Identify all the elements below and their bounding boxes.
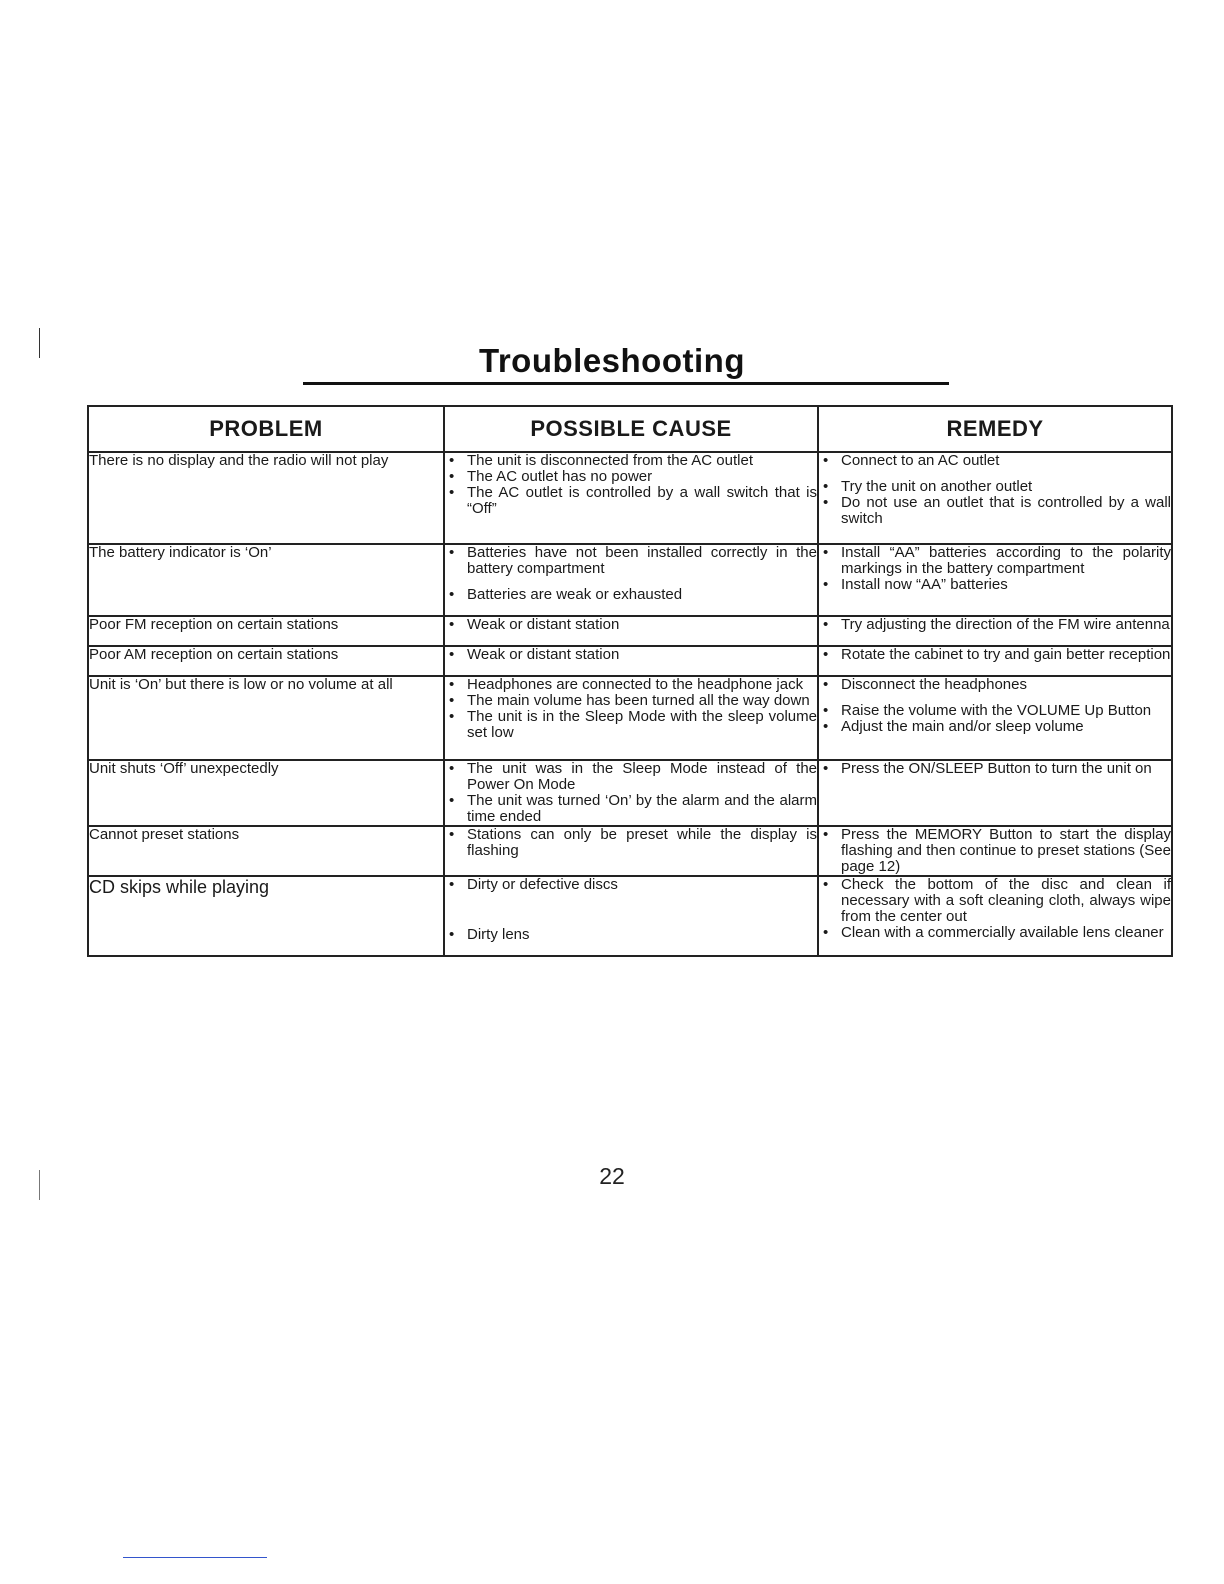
table-row — [88, 676, 1172, 760]
cause-item: • Stations can only be preset while the display is flashing — [445, 827, 817, 859]
cause-item: • The main volume has been turned all the way down — [445, 693, 817, 709]
table-row — [88, 544, 1172, 616]
cause-item: • The unit is in the Sleep Mode with the sleep volume set low — [445, 709, 817, 741]
problem-cell: Unit shuts ‘Off’ unexpectedly — [88, 760, 444, 826]
remedy-cell — [818, 616, 1172, 646]
table-header-row — [88, 406, 1172, 452]
remedy-item: • Adjust the main and/or sleep volume — [819, 719, 1171, 735]
cause-cell — [444, 876, 818, 956]
remedy-item: • Press the MEMORY Button to start the display flashing and then continue to preset stations (See page 12) — [819, 827, 1171, 875]
remedy-item: • Try adjusting the direction of the FM wire antenna — [819, 617, 1171, 633]
footer-underline — [123, 1557, 267, 1558]
table-row — [88, 646, 1172, 676]
cause-item: • The unit was in the Sleep Mode instead of the Power On Mode — [445, 761, 817, 793]
header-remedy: REMEDY — [818, 406, 1172, 452]
problem-cell: The battery indicator is ‘On’ — [88, 544, 444, 616]
header-possible-cause: POSSIBLE CAUSE — [444, 406, 818, 452]
remedy-cell — [818, 676, 1172, 760]
remedy-cell — [818, 646, 1172, 676]
title-underline — [303, 382, 949, 385]
cause-cell — [444, 646, 818, 676]
cause-cell — [444, 544, 818, 616]
cause-item: • Headphones are connected to the headphone jack — [445, 677, 817, 693]
problem-cell: There is no display and the radio will not play — [88, 452, 444, 544]
cause-item: • Weak or distant station — [445, 617, 817, 633]
remedy-cell — [818, 544, 1172, 616]
cause-item: • The unit was turned ‘On’ by the alarm and the alarm time ended — [445, 793, 817, 825]
cause-cell — [444, 616, 818, 646]
remedy-cell — [818, 452, 1172, 544]
remedy-item: • Press the ON/SLEEP Button to turn the unit on — [819, 761, 1171, 777]
cause-item: • The unit is disconnected from the AC outlet — [445, 453, 817, 469]
cause-item: • Weak or distant station — [445, 647, 817, 663]
remedy-item: • Raise the volume with the VOLUME Up Button — [819, 703, 1171, 719]
problem-cell: Cannot preset stations — [88, 826, 444, 876]
cause-cell — [444, 760, 818, 826]
troubleshooting-table-container — [87, 405, 1171, 957]
troubleshooting-table — [87, 405, 1173, 957]
header-problem: PROBLEM — [88, 406, 444, 452]
remedy-cell — [818, 760, 1172, 826]
table-row — [88, 876, 1172, 956]
cause-item: • Dirty lens — [445, 927, 817, 943]
remedy-cell — [818, 826, 1172, 876]
remedy-item: • Check the bottom of the disc and clean if necessary with a soft cleaning cloth, always wipe from the center out — [819, 877, 1171, 925]
remedy-item: • Connect to an AC outlet — [819, 453, 1171, 469]
remedy-item: • Clean with a commercially available lens cleaner — [819, 925, 1171, 941]
table-row — [88, 826, 1172, 876]
remedy-cell — [818, 876, 1172, 956]
cause-cell — [444, 826, 818, 876]
page-title: Troubleshooting — [479, 342, 745, 379]
cause-item: • Batteries have not been installed correctly in the battery compartment — [445, 545, 817, 577]
page-number: 22 — [599, 1163, 625, 1189]
problem-cell: Poor FM reception on certain stations — [88, 616, 444, 646]
cause-item: • Batteries are weak or exhausted — [445, 587, 817, 603]
table-row — [88, 760, 1172, 826]
remedy-item: • Rotate the cabinet to try and gain better reception — [819, 647, 1171, 663]
cause-item: • Dirty or defective discs — [445, 877, 817, 893]
remedy-item: • Install now “AA” batteries — [819, 577, 1171, 593]
remedy-item: • Disconnect the headphones — [819, 677, 1171, 693]
remedy-item: • Install “AA” batteries according to the polarity markings in the battery compartment — [819, 545, 1171, 577]
cause-item: • The AC outlet has no power — [445, 469, 817, 485]
problem-cell: Poor AM reception on certain stations — [88, 646, 444, 676]
problem-cell: Unit is ‘On’ but there is low or no volume at all — [88, 676, 444, 760]
problem-cell: CD skips while playing — [88, 876, 444, 956]
remedy-item: • Do not use an outlet that is controlled by a wall switch — [819, 495, 1171, 527]
table-row — [88, 616, 1172, 646]
cause-cell — [444, 452, 818, 544]
cause-item: • The AC outlet is controlled by a wall switch that is “Off” — [445, 485, 817, 517]
remedy-item: • Try the unit on another outlet — [819, 479, 1171, 495]
table-row — [88, 452, 1172, 544]
cause-cell — [444, 676, 818, 760]
